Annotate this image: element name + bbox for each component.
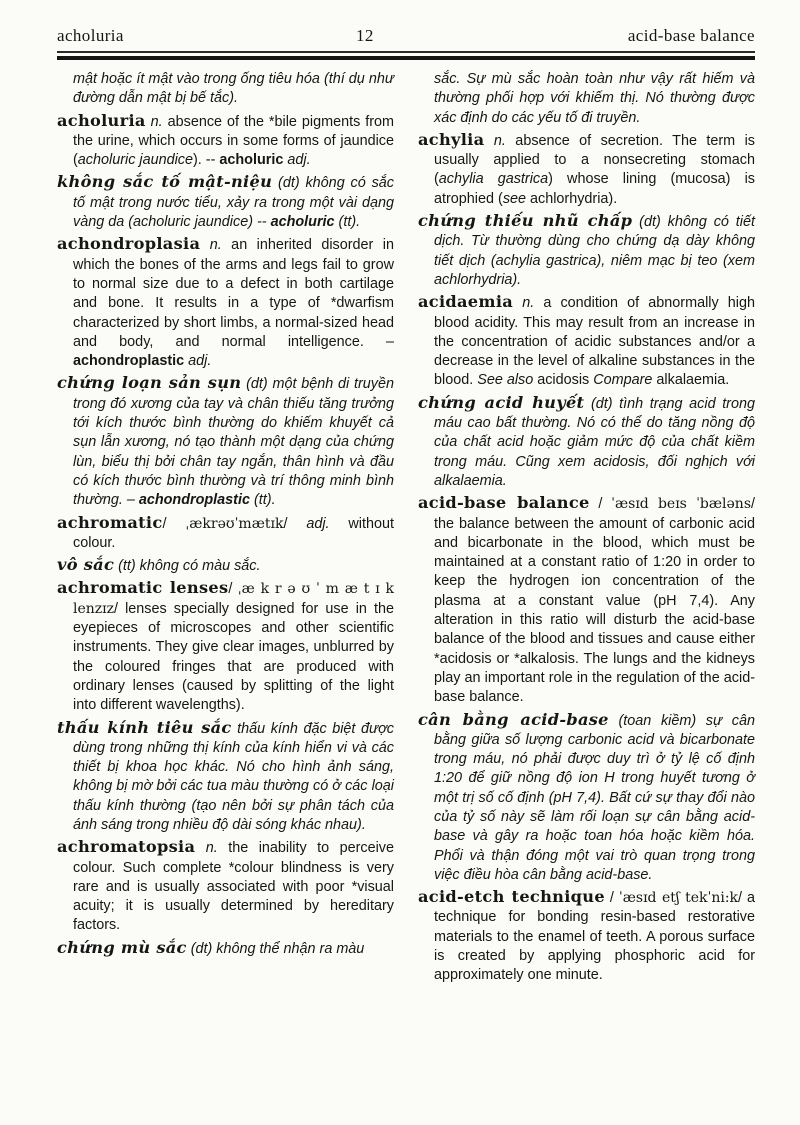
entry-text-run	[200, 237, 209, 253]
dictionary-entry	[57, 172, 394, 232]
entry-headword-vietnamese: chứng loạn sản sụn	[57, 373, 242, 393]
entry-text-run: acholuric	[219, 152, 284, 169]
entry-text-run: n.	[209, 237, 222, 254]
entry-text-run: Compare	[593, 372, 653, 389]
entry-text-run: (dt) một bệnh di truyền trong đó xương của tay và chân thiếu tăng trưởng tới kích thước bình thường do khiếm khuyết cả sụn lẫn xương, nó tạo thành một dạng của chứng lùn, biểu thị bởi chân tay ngắn, thân hình và đầu có kích thước bình thường và trí thông minh bình thường. –	[73, 376, 394, 509]
pronunciation-ipa: ˌæ k r ə ʊ ˈ m æ t ɪ k lenzɪz	[73, 581, 394, 617]
dictionary-entry	[57, 513, 394, 554]
dictionary-entry	[418, 493, 755, 707]
dictionary-entry	[57, 234, 394, 371]
entry-text-run: achlorhydria).	[526, 190, 618, 207]
dictionary-page	[57, 26, 755, 988]
entry-text-run: / the balance between the amount of carbonic acid and bicarbonate in the blood, which must be maintained at a constant ratio of 1:20 in order to keep the hydrogen ion concentration of the plasma at a constant value (pH 7,4). Any alteration in this ratio will disturb the acid-base balance of the blood and tissues and cause either *acidosis or *alkalosis. The lungs and the kidneys play an important role in the regulation of the acid-base balance.	[434, 496, 756, 706]
entry-headword-vietnamese: chứng thiếu nhũ chấp	[418, 211, 633, 231]
entry-text-run: /	[604, 890, 619, 907]
entry-headword: achromatic	[57, 512, 163, 532]
entry-text-run: thấu kính đặc biệt được dùng trong những thị kính của kính hiển vi và các thiết bị khoa học khác. Nó cho hình ảnh sáng, không bị mờ bởi các tua màu thường có ở các loại thấu kính thường (tạo nên bởi sự phân tách của ánh sáng trong nhiều độ dài sóng khác nhau).	[73, 720, 394, 833]
entry-text-run: achylia gastrica	[438, 171, 549, 188]
dictionary-entry	[57, 373, 394, 510]
entry-continuation	[418, 70, 755, 128]
entry-text-run: mật hoặc ít mật vào trong ống tiêu hóa (thí dụ như đường dẫn mật bị bế tắc).	[73, 71, 394, 107]
dictionary-entry	[57, 111, 394, 171]
column-right	[418, 70, 755, 988]
entry-text-run: a condition of abnormally high blood acidity. This may result from an increase in the concentration of acidic substances and/or a decrease in the level of alkaline substances in the blood.	[434, 295, 755, 389]
entry-text-run: /	[283, 515, 307, 532]
entry-headword-vietnamese: thấu kính tiêu sắc	[57, 717, 232, 737]
page-header	[57, 26, 755, 46]
entry-text-run: (dt) không có sắc tố mật trong nước tiểu, xảy ra trong một vài dạng vàng da (acholuric jaundice) --	[73, 175, 394, 231]
dictionary-entry	[418, 887, 755, 985]
entry-headword: achromatopsia	[57, 837, 196, 857]
entry-text-run: without colour.	[73, 515, 394, 551]
dictionary-entry	[57, 555, 394, 576]
entry-text-run: / a technique for bonding resin-based restorative materials to the enamel of teeth. A porous surface is created by applying phosphoric acid for approximately one minute.	[434, 890, 755, 984]
entry-text-run: n.	[493, 132, 506, 149]
dictionary-entry	[57, 578, 394, 715]
entry-text-run: achondroplastic	[73, 353, 185, 370]
entry-text-run: n.	[205, 840, 218, 857]
dictionary-entry	[418, 130, 755, 209]
entry-headword-vietnamese: cân bằng acid-base	[418, 709, 609, 729]
entry-text-run: / lenses specially designed for use in the eyepieces of microscopes and other scientific instruments. They give clear images, unblurred by the coloured fringes that are produced with ordinary lenses (caused by splitting of the light into different wavelengths).	[73, 600, 394, 714]
header-guide-word-right: acid-base balance	[627, 26, 755, 45]
dictionary-entry	[57, 938, 394, 959]
entry-headword: achondroplasia	[57, 234, 201, 254]
entry-text-run: /	[162, 515, 186, 532]
text-columns	[57, 70, 755, 988]
dictionary-entry	[418, 393, 755, 491]
entry-text-run	[195, 840, 205, 856]
entry-text-run: (dt) không thể nhận ra màu	[186, 940, 365, 957]
entry-headword: achromatic lenses	[57, 578, 229, 598]
entry-text-run: (dt) tình trạng acid trong máu cao bất thường. Nó có thể do tăng nồng độ của chất acid hoặc giảm mức độ của chất kiềm trong máu. Cũng xem acidosis, đối nghịch với alkalaemia.	[434, 395, 755, 489]
entry-text-run: an inherited disorder in which the bones of the arms and legs fail to grow to normal size due to a defect in both cartilage and bone. It results in a type of *dwarfism characterized by short limbs, a normal-sized head and body, and normal intelligence. –	[73, 237, 394, 350]
entry-headword-vietnamese: vô sắc	[57, 555, 115, 575]
pronunciation-ipa: ˌækrəʊˈmætɪk	[185, 515, 284, 532]
entry-text-run: the inability to perceive colour. Such complete *colour blindness is very rare and is usually associated with poor *visual acuity; it is usually determined by hereditary factors.	[73, 840, 395, 934]
entry-text-run: acholuric jaundice	[77, 152, 193, 169]
entry-headword: acidaemia	[418, 292, 514, 312]
dictionary-entry	[57, 837, 394, 935]
entry-text-run: (toan kiềm) sự cân bằng giữa số lượng carbonic acid và bicarbonate trong máu, nó phải được duy trì ở tỷ lệ cố định 1:20 để giữ nồng độ ion H trong huyết tương ở một trị số cố định (pH 7,4). Bất cứ sự thay đổi nào của tỷ số này sẽ làm rối loạn sự cân bằng acid-base và gây ra hoặc toan hóa hoặc kiềm hóa. Phổi và thận đóng một vai trò quan trọng trong việc điều hòa cân bằng acid-base.	[434, 712, 755, 883]
dictionary-entry	[57, 718, 394, 836]
pronunciation-ipa: ˈæsɪd beɪs ˈbæləns	[611, 496, 752, 513]
entry-text-run: adj.	[287, 152, 311, 169]
entry-headword: acholuria	[57, 110, 146, 130]
entry-text-run: ). --	[193, 152, 220, 169]
entry-text-run: See also	[477, 372, 534, 389]
entry-text-run: alkalaemia.	[652, 372, 730, 389]
header-rule-thin	[57, 51, 755, 53]
entry-text-run: (tt) không có màu sắc.	[114, 558, 261, 575]
dictionary-entry	[418, 211, 755, 290]
page-number: 12	[356, 26, 374, 45]
entry-text-run: achondroplastic	[138, 492, 250, 509]
entry-text-run: absence of the *bile pigments from the urine, which occurs in some forms of jaundice (	[73, 113, 395, 169]
entry-text-run: /	[589, 496, 612, 513]
entry-text-run	[484, 133, 493, 149]
entry-text-run: see	[502, 190, 527, 207]
entry-headword-vietnamese: chứng mù sắc	[57, 937, 187, 957]
entry-headword: acid-base balance	[418, 493, 590, 513]
dictionary-entry	[418, 710, 755, 886]
entry-text-run: (tt).	[334, 214, 361, 231]
entry-headword-vietnamese: không sắc tố mật-niệu	[57, 172, 273, 192]
entry-text-run: n.	[150, 113, 163, 130]
entry-text-run: absence of secretion. The term is usually applied to a nonsecreting stomach (	[434, 132, 755, 188]
dictionary-entry	[418, 292, 755, 390]
entry-headword-vietnamese: chứng acid huyết	[418, 392, 585, 412]
entry-text-run: n.	[522, 295, 535, 312]
entry-text-run: adj.	[188, 353, 212, 370]
pronunciation-ipa: ˈæsɪd etʃ tekˈni:k	[618, 890, 739, 907]
entry-text-run: sắc. Sự mù sắc hoàn toàn như vậy rất hiếm và thường phối hợp với khiếm thị. Nó thường được xác định do các yếu tố đi truyền.	[434, 71, 755, 126]
header-guide-word-left: acholuria	[57, 26, 124, 45]
entry-text-run	[513, 295, 522, 311]
entry-headword: acid-etch technique	[418, 887, 605, 907]
entry-continuation	[57, 70, 394, 109]
entry-text-run: acholuric	[270, 214, 335, 231]
entry-text-run: acidosis	[533, 372, 594, 389]
entry-text-run: /	[228, 581, 238, 598]
entry-text-run: adj.	[306, 515, 330, 532]
header-rule-thick	[57, 56, 755, 60]
entry-text-run: (dt) không có tiết dịch. Từ thường dùng cho chứng dạ dày không tiết dịch (achylia gastrica), niêm mạc bị teo (xem achlorhydria).	[434, 214, 756, 288]
column-left	[57, 70, 394, 988]
entry-text-run: ) whose lining (mucosa) is atrophied (	[434, 171, 755, 207]
entry-headword: achylia	[418, 129, 485, 149]
entry-text-run: (tt).	[249, 492, 276, 509]
